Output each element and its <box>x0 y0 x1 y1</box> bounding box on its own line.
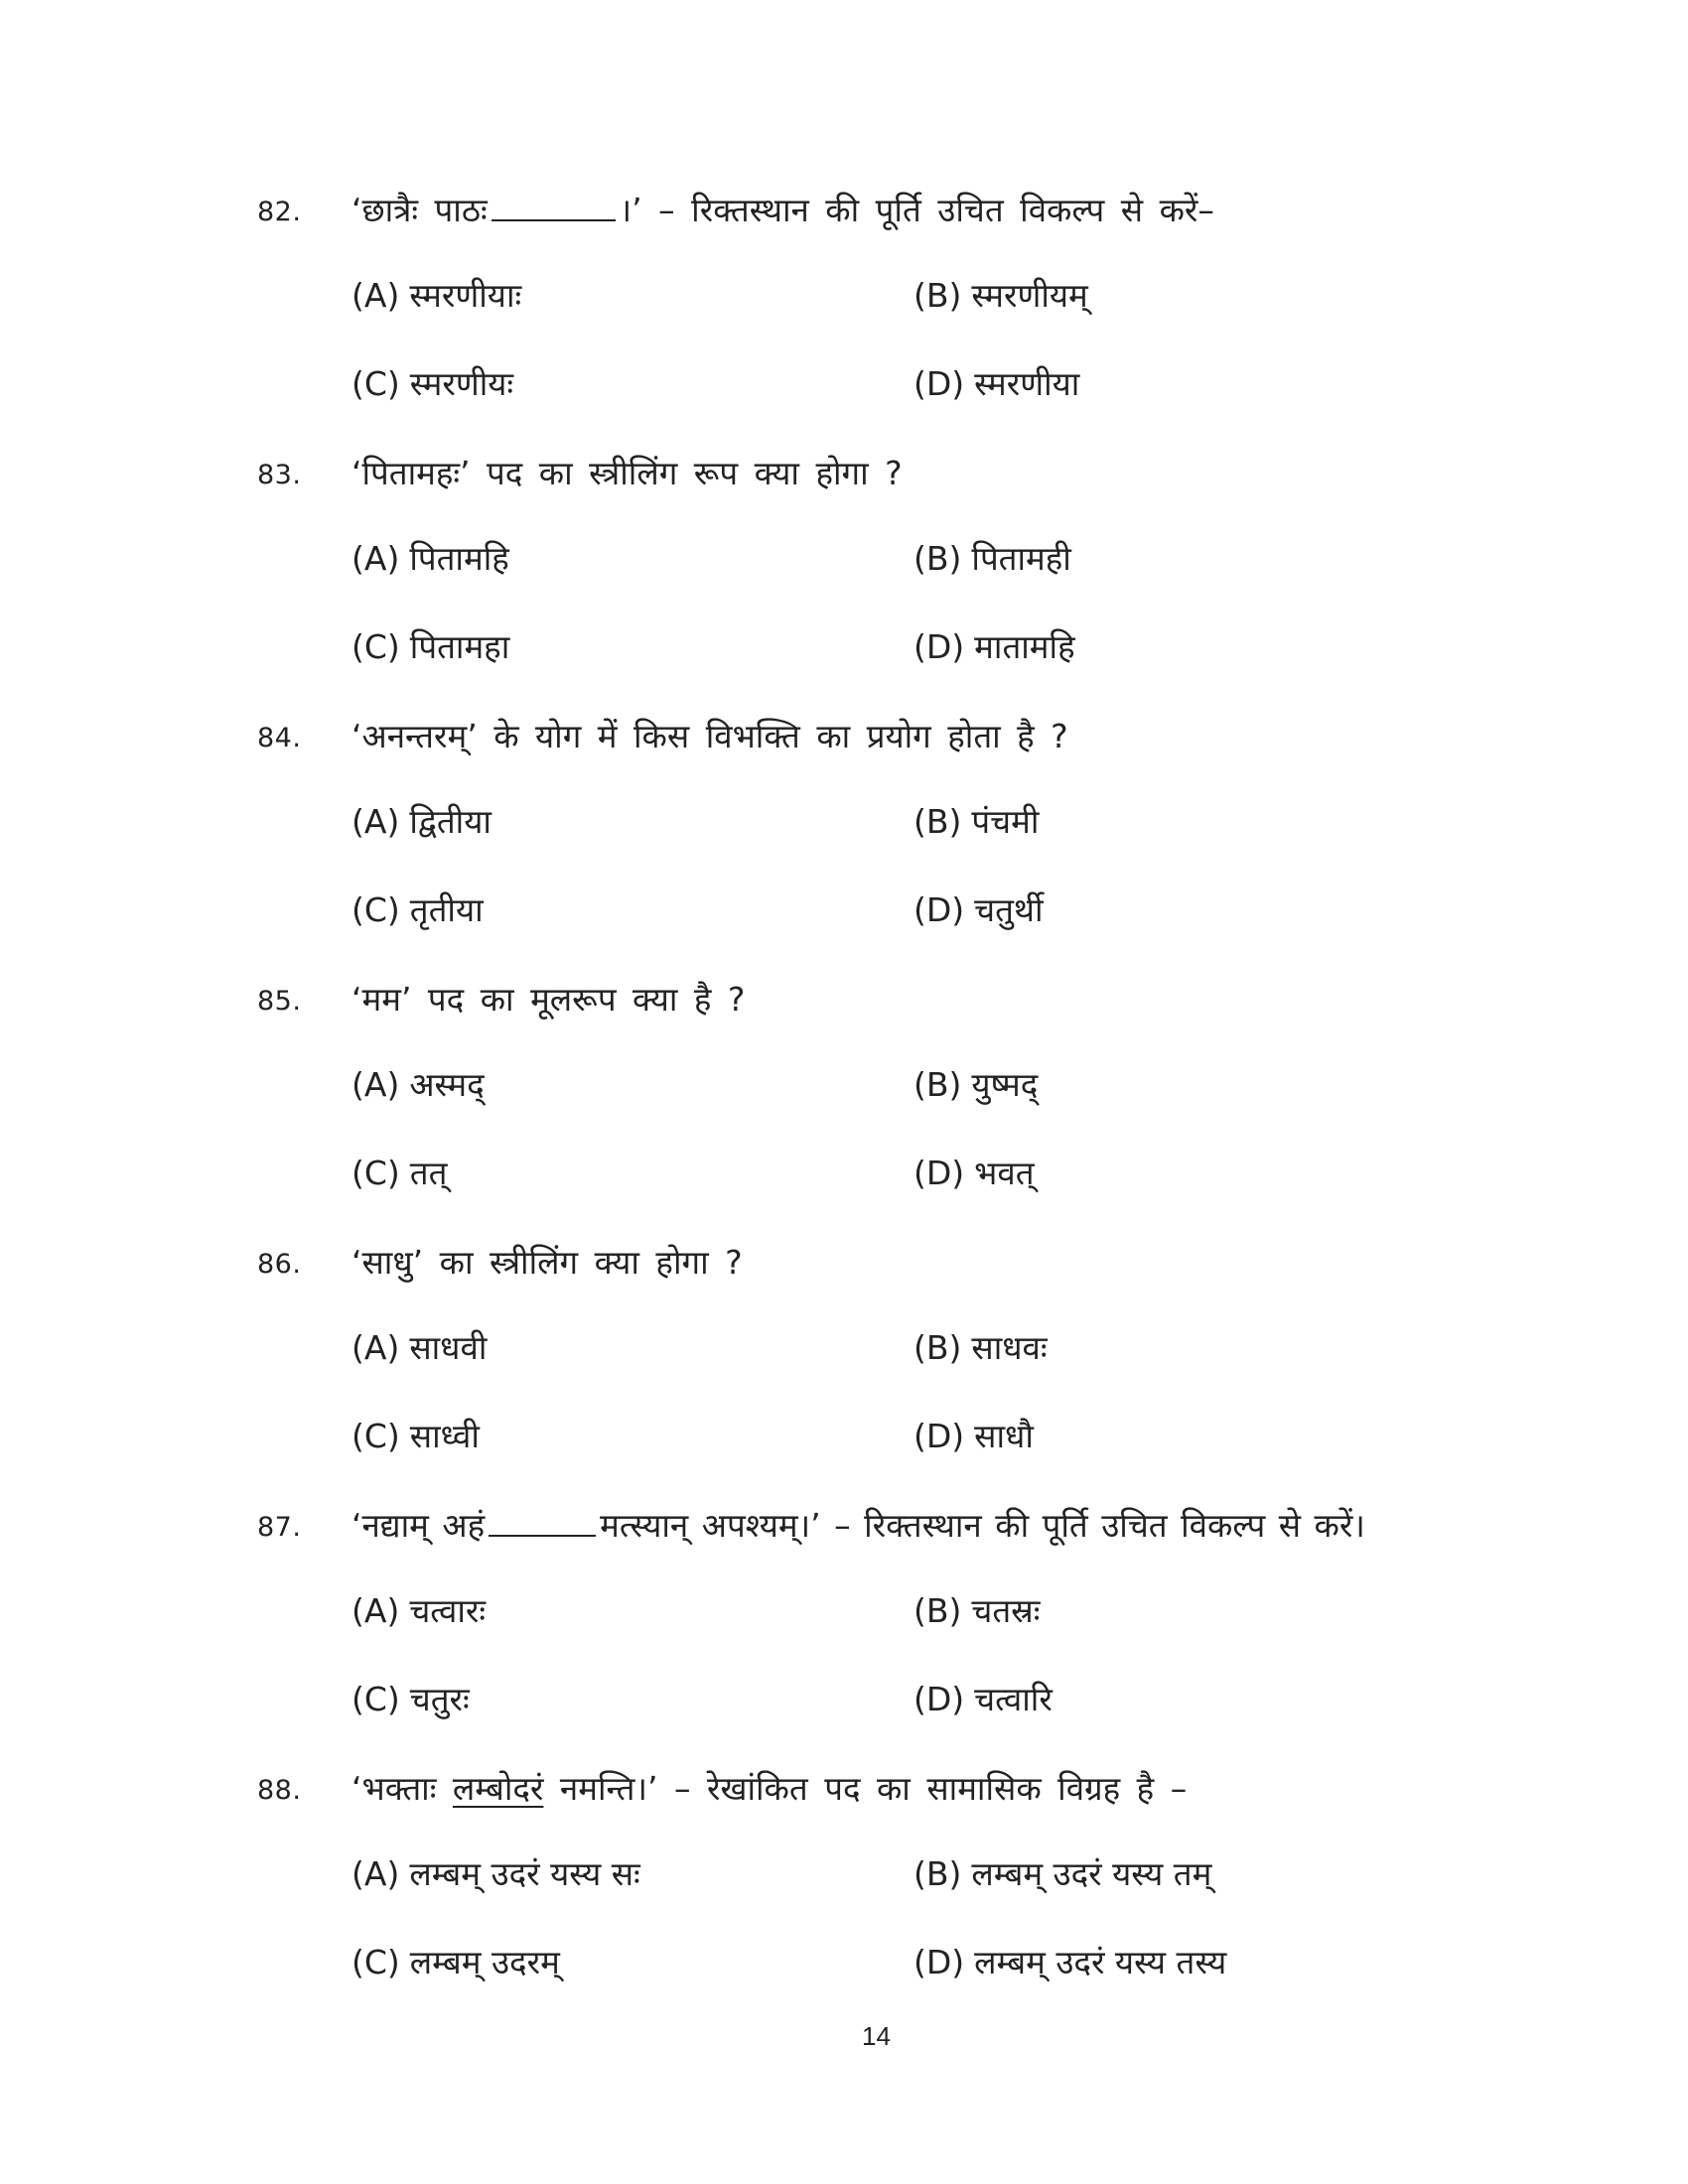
option-c <box>352 1676 470 1720</box>
option-label: (B) <box>914 1591 962 1630</box>
question-82 <box>0 187 1688 450</box>
question-text-after: मत्स्यान् अपश्यम्।’ – रिक्तस्थान की पूर्ति उचित विकल्प से करें। <box>600 1506 1365 1545</box>
option-d <box>914 1939 1226 1983</box>
option-text: साधौ <box>974 1417 1034 1455</box>
option-a <box>352 535 509 580</box>
question-text <box>352 1765 1187 1810</box>
question-number: 85. <box>257 986 302 1017</box>
option-label: (C) <box>352 1943 400 1981</box>
option-label: (B) <box>914 276 962 315</box>
question-line <box>0 976 1688 1025</box>
option-text: लम्बम् उदरं यस्य तम् <box>971 1854 1212 1893</box>
option-b <box>914 1850 1211 1895</box>
question-86 <box>0 1239 1688 1502</box>
question-87 <box>0 1502 1688 1765</box>
option-c <box>352 1939 560 1983</box>
option-label: (D) <box>914 1680 965 1718</box>
question-88 <box>0 1765 1688 2028</box>
question-text: ‘मम’ पद का मूलरूप क्या है ? <box>352 980 746 1019</box>
option-a <box>352 1324 487 1369</box>
option-label: (B) <box>914 1854 962 1893</box>
question-83 <box>0 450 1688 713</box>
option-label: (A) <box>352 1065 400 1104</box>
question-line <box>0 450 1688 499</box>
option-text: चतस्रः <box>971 1591 1041 1630</box>
option-text: स्मरणीयम् <box>971 276 1088 315</box>
question-text-after: नमन्ति।’ – रेखांकित पद का सामासिक विग्रह है – <box>559 1769 1188 1808</box>
option-label: (D) <box>914 1154 965 1192</box>
question-line <box>0 1502 1688 1552</box>
option-label: (D) <box>914 364 965 403</box>
question-text-after: ।’ – रिक्तस्थान की पूर्ति उचित विकल्प से करें– <box>619 191 1214 229</box>
option-d <box>914 360 1079 405</box>
option-text: लम्बम् उदरम् <box>409 1943 560 1981</box>
option-text: पितामहा <box>409 627 510 666</box>
option-d <box>914 1150 1035 1194</box>
option-a <box>352 1061 485 1106</box>
underlined-word: लम्बोदरं <box>452 1769 544 1808</box>
option-label: (A) <box>352 539 400 578</box>
option-text: पितामहि <box>409 539 509 578</box>
option-text: चतुर्थी <box>974 890 1044 929</box>
question-number: 82. <box>257 197 302 227</box>
question-number: 84. <box>257 723 302 753</box>
option-c <box>352 1150 447 1194</box>
option-b <box>914 1587 1040 1632</box>
question-line <box>0 713 1688 762</box>
option-label: (B) <box>914 1065 962 1104</box>
option-b <box>914 1324 1048 1369</box>
option-label: (A) <box>352 276 400 315</box>
option-c <box>352 623 509 668</box>
option-label: (B) <box>914 802 962 841</box>
option-a <box>352 272 521 317</box>
option-label: (C) <box>352 1680 400 1718</box>
option-text: पंचमी <box>971 802 1040 841</box>
option-label: (A) <box>352 1591 400 1630</box>
question-number: 86. <box>257 1249 302 1280</box>
option-a <box>352 1850 640 1895</box>
option-d <box>914 623 1075 668</box>
option-text: चत्वारि <box>974 1680 1053 1718</box>
question-85 <box>0 976 1688 1239</box>
option-text: तृतीया <box>409 890 484 929</box>
option-d <box>914 1676 1053 1720</box>
question-text-before: ‘नद्याम् अहं <box>352 1506 486 1545</box>
question-text-before: ‘भक्ताः <box>352 1769 437 1808</box>
option-b <box>914 1061 1038 1106</box>
question-line <box>0 1239 1688 1289</box>
answer-blank <box>489 1507 596 1537</box>
option-text: चत्वारः <box>409 1591 487 1630</box>
option-text: स्मरणीया <box>974 364 1080 403</box>
option-label: (C) <box>352 627 400 666</box>
option-label: (C) <box>352 364 400 403</box>
option-d <box>914 1413 1034 1457</box>
question-text-before: ‘छात्रैः पाठः <box>352 191 488 229</box>
question-line <box>0 1765 1688 1815</box>
option-label: (C) <box>352 1417 400 1455</box>
option-label: (D) <box>914 627 965 666</box>
option-text: भवत् <box>974 1154 1035 1192</box>
option-text: चतुरः <box>409 1680 470 1718</box>
option-text: साधवः <box>971 1328 1048 1367</box>
question-line <box>0 187 1688 236</box>
option-c <box>352 360 513 405</box>
option-label: (D) <box>914 1943 965 1981</box>
question-number: 83. <box>257 460 302 490</box>
question-text <box>352 187 1214 231</box>
option-b <box>914 798 1039 843</box>
option-c <box>352 1413 480 1457</box>
option-label: (A) <box>352 802 400 841</box>
question-text: ‘अनन्तरम्’ के योग में किस विभक्ति का प्रयोग होता है ? <box>352 717 1068 755</box>
option-label: (B) <box>914 1328 962 1367</box>
option-label: (D) <box>914 1417 965 1455</box>
option-text: पितामही <box>971 539 1071 578</box>
option-a <box>352 1587 486 1632</box>
option-c <box>352 887 484 931</box>
question-text <box>352 1502 1365 1547</box>
option-b <box>914 535 1071 580</box>
question-text: ‘पितामहः’ पद का स्त्रीलिंग रूप क्या होगा ? <box>352 454 903 492</box>
option-a <box>352 798 492 843</box>
option-label: (A) <box>352 1328 400 1367</box>
option-text: मातामहि <box>974 627 1075 666</box>
option-text: लम्बम् उदरं यस्य सः <box>409 1854 640 1893</box>
option-label: (B) <box>914 539 962 578</box>
option-b <box>914 272 1088 317</box>
question-number: 87. <box>257 1512 302 1543</box>
option-text: साध्वी <box>409 1417 480 1455</box>
option-text: साधवी <box>409 1328 488 1367</box>
option-text: तत् <box>409 1154 448 1192</box>
option-d <box>914 887 1044 931</box>
option-text: द्वितीया <box>409 802 492 841</box>
option-label: (C) <box>352 890 400 929</box>
option-text: अस्मद् <box>409 1065 485 1104</box>
question-number: 88. <box>257 1775 302 1806</box>
option-label: (C) <box>352 1154 400 1192</box>
answer-blank <box>492 192 616 221</box>
question-text: ‘साधु’ का स्त्रीलिंग क्या होगा ? <box>352 1243 743 1282</box>
option-text: स्मरणीयः <box>409 364 514 403</box>
option-label: (D) <box>914 890 965 929</box>
page-number: 14 <box>862 2021 891 2051</box>
question-84 <box>0 713 1688 976</box>
option-label: (A) <box>352 1854 400 1893</box>
option-text: लम्बम् उदरं यस्य तस्य <box>974 1943 1227 1981</box>
option-text: स्मरणीयाः <box>409 276 522 315</box>
option-text: युष्मद् <box>971 1065 1039 1104</box>
